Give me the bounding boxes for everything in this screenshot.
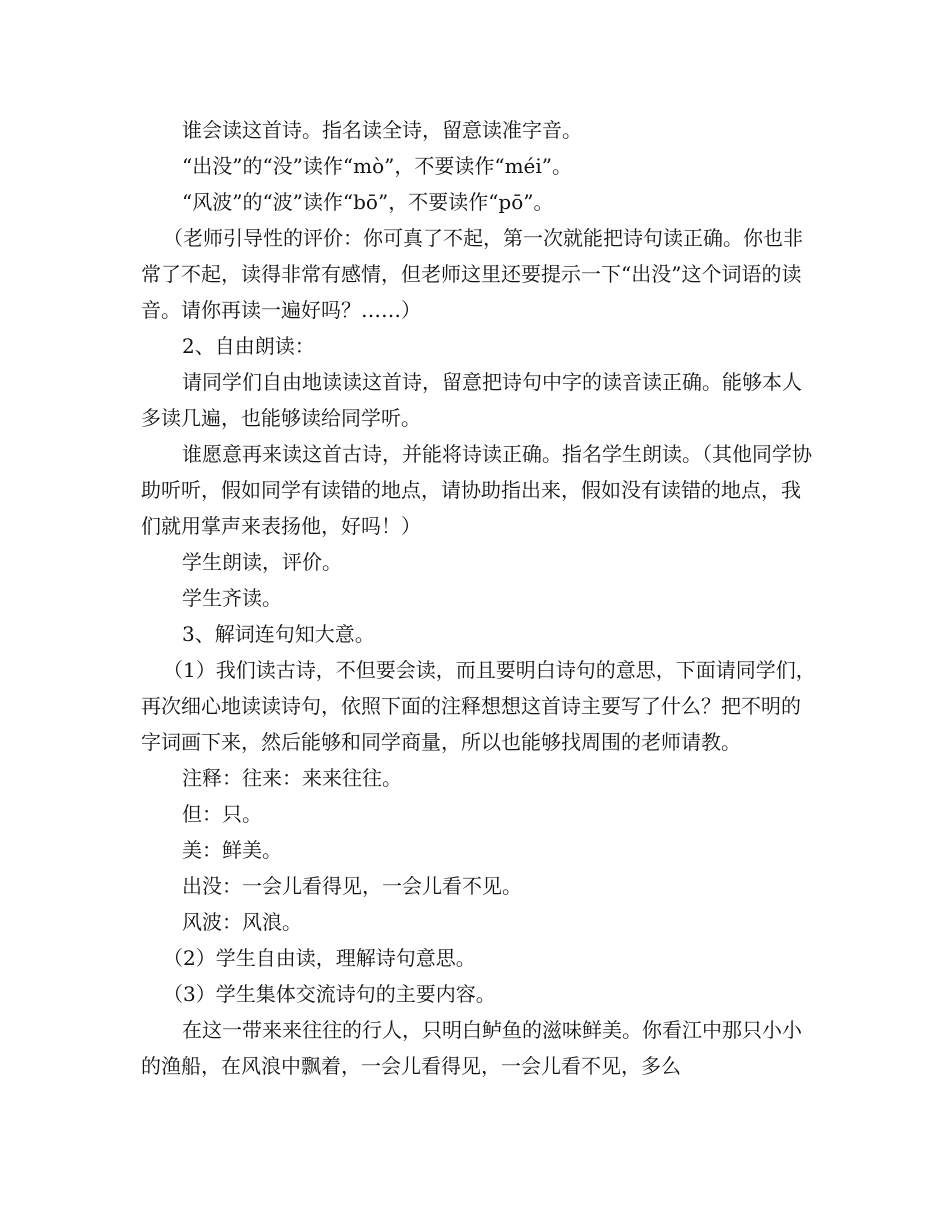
paragraph-1: 谁会读这首诗。指名读全诗，留意读准字音。 [182, 118, 582, 142]
paragraph-6: 请同学们自由地读读这首诗，留意把诗句中字的读音读正确。能够本人多读几遍，也能够读给同学听。 [141, 370, 802, 430]
paragraph-10: 3、解词连句知大意。 [182, 622, 375, 646]
paragraph-15: 出没：一会儿看得见，一会儿看不见。 [182, 874, 522, 898]
paragraph-9: 学生齐读。 [182, 586, 282, 610]
paragraph-7: 谁愿意再来读这首古诗，并能将诗读正确。指名学生朗读。（其他同学协助听听，假如同学有读错的地点，请协助指出来，假如没有读错的地点，我们就用掌声来表扬他，好吗！） [141, 442, 812, 538]
paragraph-8: 学生朗读，评价。 [182, 550, 342, 574]
paragraph-12: 注释：往来：来来往往。 [182, 766, 402, 790]
paragraph-16: 风波：风浪。 [182, 910, 302, 934]
paragraph-3: “风波”的“波”读作“bō”，不要读作“pō”。 [182, 190, 554, 214]
paragraph-11: （1）我们读古诗，不但要会读，而且要明白诗句的意思，下面请同学们，再次细心地读读诗句，依照下面的注释想想这首诗主要写了什么？把不明的字词画下来，然后能够和同学商量，所以也能够找周围的老师请教。 [141, 658, 816, 754]
paragraph-13: 但：只。 [182, 802, 262, 826]
paragraph-4: （老师引导性的评价：你可真了不起，第一次就能把诗句读正确。你也非常了不起，读得非常有感情，但老师这里还要提示一下“出没”这个词语的读音。请你再读一遍好吗？……） [141, 226, 803, 322]
paragraph-5: 2、自由朗读： [182, 334, 315, 358]
paragraph-19: 在这一带来来往往的行人，只明白鲈鱼的滋味鲜美。你看江中那只小小的渔船，在风浪中飘着，一会儿看得见，一会儿看不见，多么 [141, 1018, 802, 1078]
paragraph-14: 美：鲜美。 [182, 838, 282, 862]
paragraph-17: （2）学生自由读，理解诗句意思。 [163, 946, 476, 970]
document-body [141, 112, 816, 1084]
paragraph-18: （3）学生集体交流诗句的主要内容。 [163, 982, 496, 1006]
paragraph-2: “出没”的“没”读作“mò”，不要读作“méi”。 [182, 154, 572, 178]
